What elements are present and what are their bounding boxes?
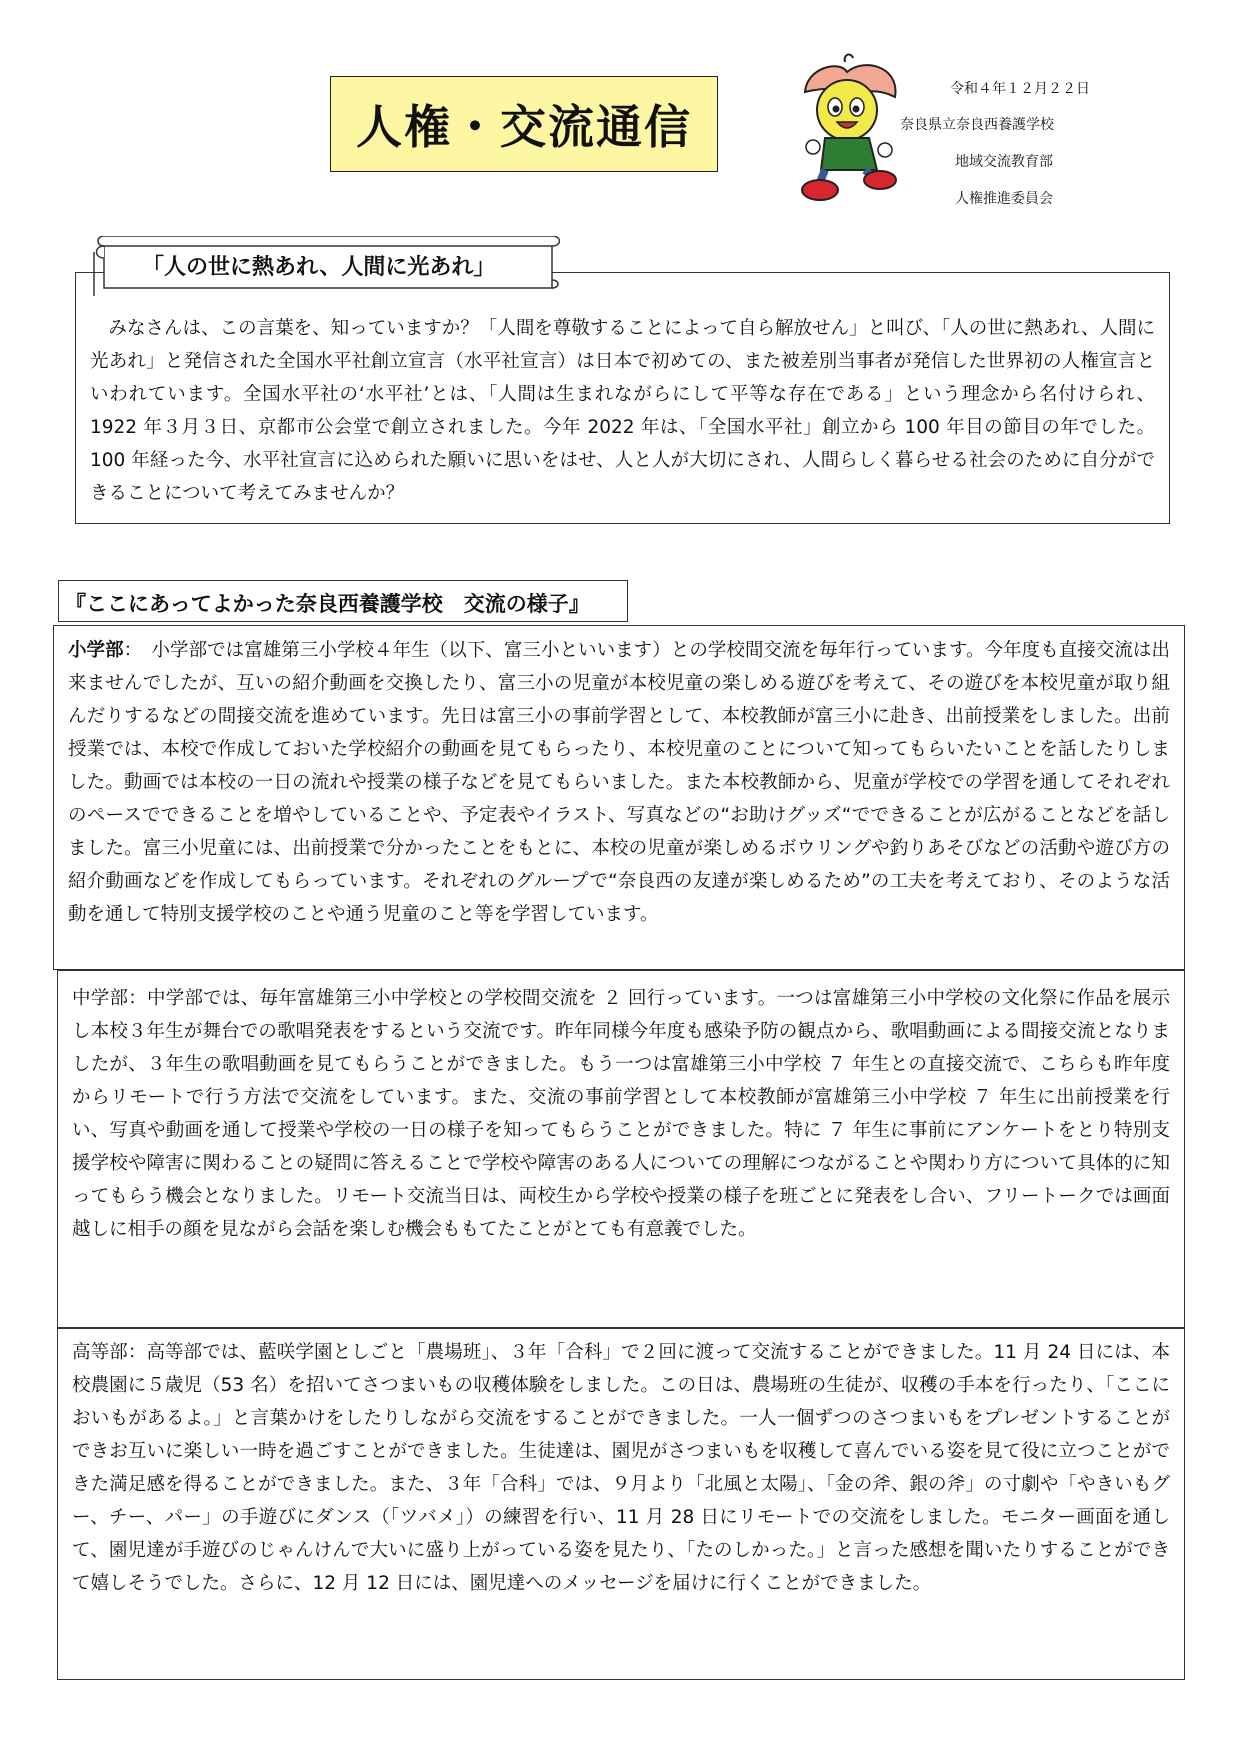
section-title: 『ここにあってよかった奈良西養護学校 交流の様子』 <box>65 592 590 616</box>
committee-name: 人権推進委員会 <box>955 191 1053 207</box>
newsletter-title: 人権・交流通信 <box>356 100 692 154</box>
elementary-label: 小学部 <box>68 640 124 661</box>
intro-body: みなさんは、この言葉を、知っていますか？「人間を尊敬することによって自ら解放せん」と叫び、「人の世に熱あれ、人間に光あれ」と発信された全国水平社創立宣言（水平社宣言）は日本で初めての、また被差別当事者が発信した世界初の人権宣言といわれています。全国水平社の‘水平社’とは、「人間は生まれながらにして平等な存在である」という理念から名付けられ、1922 年３月３日、京都市公会堂で創立されました。今年 2022 年は、「全国水平社」創立から 100 年目の節目の年でした。100 年経った今、水平社宣言に込められた願いに思いをはせ、人と人が大切にされ、人間らしく暮らせる社会のために自分ができることについて考えてみませんか？ <box>90 318 1155 504</box>
elementary-paragraph <box>68 634 1170 931</box>
elementary-body: ： 小学部では富雄第三小学校４年生（以下、富三小といいます）との学校間交流を毎年行っています。今年度も直接交流は出来ませんでしたが、互いの紹介動画を交換したり、富三小の児童が本校児童の楽しめる遊びを考えて、その遊びを本校児童が取り組んだりするなどの間接交流を進めています。先日は富三小の事前学習として、本校教師が富三小に赴き、出前授業をしました。出前授業では、本校で作成しておいた学校紹介の動画を見てもらったり、本校児童のことについて知ってもらいたいことを話したりしました。動画では本校の一日の流れや授業の様子などを見てもらいました。また本校教師から、児童が学校での学習を通してそれぞれのペースでできることを増やしていることや、予定表やイラスト、写真などの“お助けグッズ“でできることが広がることなどを話しました。富三小児童には、出前授業で分かったことをもとに、本校の児童が楽しめるボウリングや釣りあそびなどの活動や遊び方の紹介動画などを作成してもらっています。それぞれのグループで“奈良西の友達が楽しめるため”の工夫を考えており、そのような活動を通して特別支援学校のことや通う児童のこと等を学習しています。 <box>68 640 1170 925</box>
issue-date: 令和４年１２月２２日 <box>950 81 1090 97</box>
junior-high-body: 中学部：中学部では、毎年富雄第三小中学校との学校間交流を ２ 回行っています。一つは富雄第三小中学校の文化祭に作品を展示し本校３年生が舞台での歌唱発表をするという交流です。昨年同様今年度も感染予防の観点から、歌唱動画による間接交流となりましたが、３年生の歌唱動画を見てもらうことができました。もう一つは富雄第三小中学校 ７ 年生との直接交流で、こちらも昨年度からリモートで行う方法で交流をしています。また、交流の事前学習として本校教師が富雄第三小中学校 ７ 年生に出前授業を行い、写真や動画を通して授業や学校の一日の様子を知ってもらうことができました。特に ７ 年生に事前にアンケートをとり特別支援学校や障害に関わることの疑問に答えることで学校や障害のある人についての理解につながることや関わり方について具体的に知ってもらう機会となりました。リモート交流当日は、両校生から学校や授業の様子を班ごとに発表をし合い、フリートークでは画面越しに相手の顔を見ながら会話を楽しむ機会ももてたことがとても有意義でした。 <box>72 988 1170 1240</box>
intro-heading: 「人の世に熱あれ、人間に光あれ」 <box>142 255 496 280</box>
newsletter-title-box <box>330 76 718 172</box>
section-title-box <box>58 580 628 622</box>
school-name: 奈良県立奈良西養護学校 <box>900 117 1054 133</box>
high-school-body: 高等部：高等部では、藍咲学園としごと「農場班」、３年「合科」で２回に渡って交流することができました。11 月 24 日には、本校農園に５歳児（53 名）を招いてさつまいもの収穫体験をしました。この日は、農場班の生徒が、収穫の手本を行ったり、「ここにおいもがあるよ。」と言葉かけをしたりしながら交流をすることができました。一人一個ずつのさつまいもをプレゼントすることができお互いに楽しい一時を過ごすことができました。生徒達は、園児がさつまいもを収穫して喜んでいる姿を見て役に立つことができた満足感を得ることができました。また、３年「合科」では、９月より「北風と太陽」、「金の斧、銀の斧」の寸劇や「やきいもグー、チー、パー」の手遊びにダンス（「ツバメ」）の練習を行い、11 月 28 日にリモートでの交流をしました。モニター画面を通して、園児達が手遊びのじゃんけんで大いに盛り上がっている姿を見たり、「たのしかった。」と言った感想を聞いたりすることができて嬉しそうでした。さらに、12 月 12 日には、園児達へのメッセージを届けに行くことができました。 <box>72 1342 1170 1594</box>
department-name: 地域交流教育部 <box>955 154 1053 170</box>
mascot-icon <box>785 52 915 202</box>
